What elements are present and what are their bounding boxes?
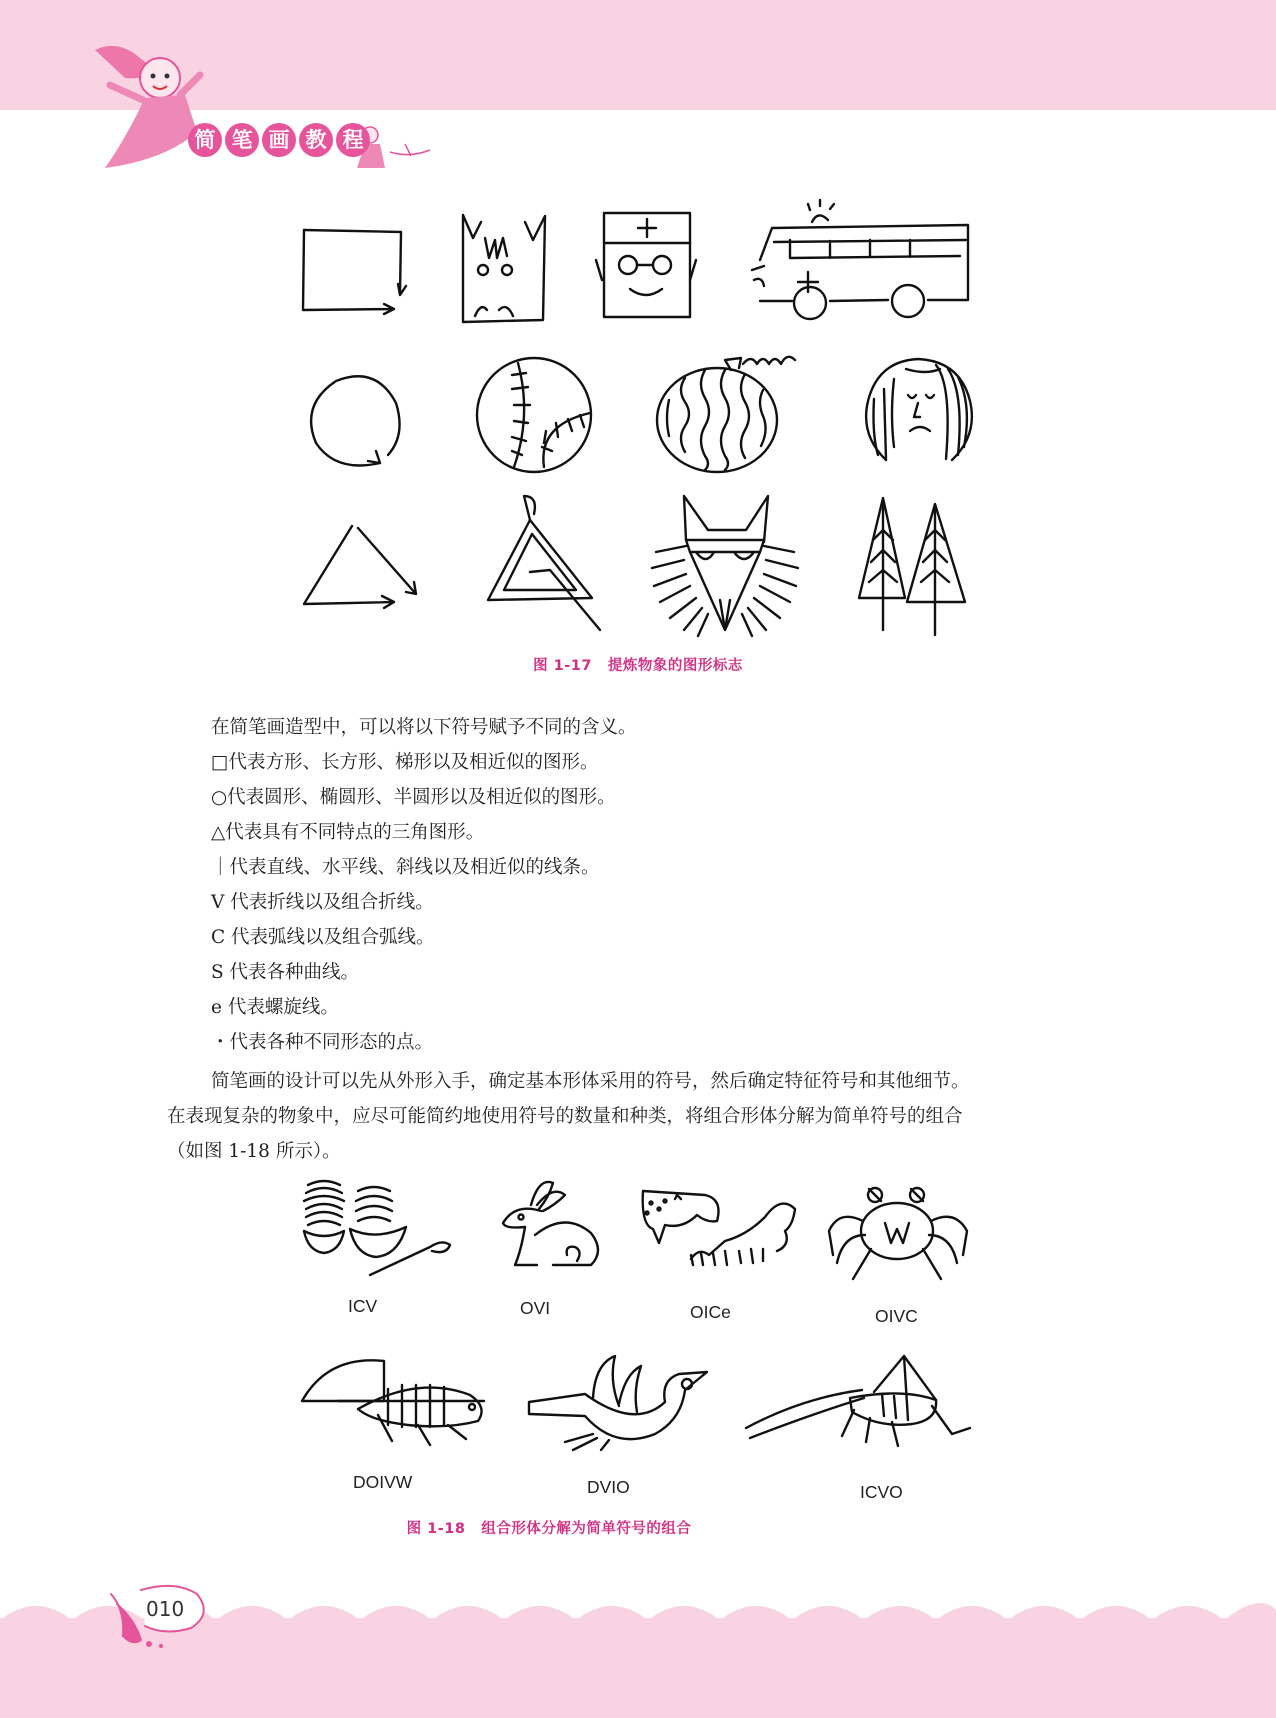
doctor-face [596,205,706,325]
dog-drawing [635,1185,805,1275]
symbol-c-line: C 代表弧线以及组合弧线。 [211,927,435,948]
triangle-symbol [296,520,426,610]
label-icv: ICV [348,1296,378,1316]
label-oice: OICe [690,1302,731,1322]
symbol-dot-line: ・代表各种不同形态的点。 [211,1032,434,1053]
watermelon [655,350,805,475]
symbol-s-line: S 代表各种曲线。 [211,962,360,983]
symbol-straight-line: ｜代表直线、水平线、斜线以及相近似的线条。 [211,857,600,878]
square-symbol [296,222,416,322]
page-number: 010 [146,1597,185,1621]
crab-drawing [825,1185,975,1295]
symbol-e-line: e 代表螺旋线。 [211,997,339,1018]
bird-drawing [525,1350,715,1450]
label-icvo: ICVO [860,1482,903,1502]
cricket-drawing [742,1350,972,1450]
girl-face [856,355,981,465]
rabbit-drawing [495,1175,610,1270]
intro-line: 在简笔画造型中，可以将以下符号赋予不同的含义。 [211,717,637,738]
symbol-v-line: V 代表折线以及组合折线。 [211,892,434,913]
figure-1-17-title: 提炼物象的图形标志 [607,658,743,674]
figure-1-18-caption [0,1517,1187,1538]
label-doivw: DOIVW [353,1472,413,1492]
ambulance-bus [750,200,975,325]
flying-girl-mascot [85,40,465,180]
title-char-5: 程 [336,123,370,157]
wolf-head [650,490,800,640]
label-ovi: OVI [520,1298,551,1318]
triangle-instrument [480,490,610,635]
label-dvio: DVIO [587,1477,630,1497]
figure-1-17-caption [0,654,1276,675]
horse-head [455,210,555,328]
title-char-3: 画 [262,123,296,157]
label-oivc: OIVC [875,1306,918,1326]
grasshopper-drawing [298,1355,490,1447]
symbol-triangle-line: △代表具有不同特点的三角图形。 [211,822,485,843]
title-char-1: 简 [188,123,222,157]
figure-1-18-number: 图 1-18 [406,1521,466,1537]
symbol-square-line: □代表方形、长方形、梯形以及相近似的图形。 [211,752,599,773]
pine-trees [855,490,975,640]
paragraph-line-1: 简笔画的设计可以先从外形入手，确定基本形体采用的符号，然后确定特征符号和其他细节。 [211,1071,970,1092]
figure-1-18-title: 组合形体分解为简单符号的组合 [481,1521,692,1537]
title-char-2: 笔 [225,123,259,157]
circle-symbol [296,365,416,475]
paragraph-line-3: （如图 1-18 所示）。 [167,1141,341,1162]
baseball [472,355,597,475]
stacked-bowls-drawing [300,1175,465,1280]
figure-1-17-number: 图 1-17 [533,658,592,674]
title-char-4: 教 [299,123,333,157]
symbol-circle-line: ○代表圆形、椭圆形、半圆形以及相近似的图形。 [211,787,616,808]
paragraph-line-2: 在表现复杂的物象中，应尽可能简约地使用符号的数量和种类，将组合形体分解为简单符号的组合 [167,1106,963,1127]
